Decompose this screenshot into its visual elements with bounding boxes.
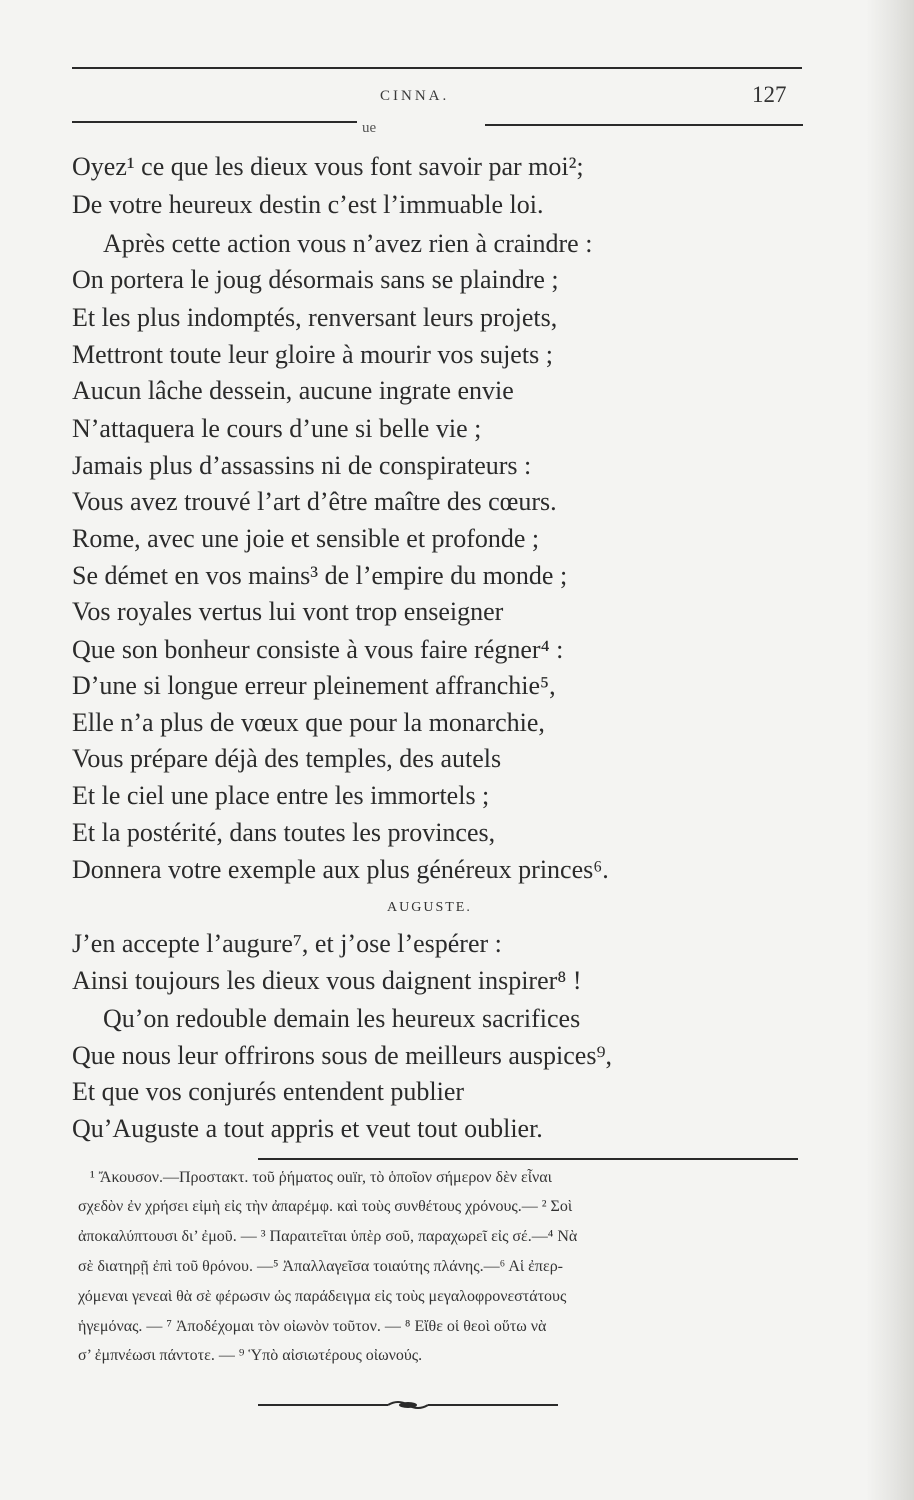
verse-line: Qu’Auguste a tout appris et veut tout oublier. bbox=[72, 1114, 543, 1143]
bleed-through-text: ue bbox=[362, 120, 377, 136]
verse-line: Vous avez trouvé l’art d’être maître des cœurs. bbox=[72, 487, 557, 516]
footnote-line: ἀποκαλύπτουσι δι’ ἐμοῦ. — ³ Παραιτεῖται ὑπὲρ σοῦ, παραχωρεῖ εἰς σέ.—⁴ Νὰ bbox=[78, 1228, 578, 1245]
header-rule-left bbox=[72, 121, 357, 123]
header-rule-right bbox=[485, 124, 803, 126]
verse-line: Qu’on redouble demain les heureux sacrifices bbox=[103, 1004, 581, 1033]
verse-line: Ainsi toujours les dieux vous daignent inspirer⁸ ! bbox=[72, 966, 582, 995]
footnote-line: σ’ ἐμπνέωσι πάντοτε. — ⁹ Ὑπὸ αἰσιωτέρους οἰωνούς. bbox=[78, 1347, 423, 1364]
footnote-line: χόμεναι γενεαὶ θὰ σὲ φέρωσιν ὡς παράδειγμα εἰς τοὺς μεγαλοφρονεστάτους bbox=[78, 1288, 567, 1305]
verse-line: Jamais plus d’assassins ni de conspirateurs : bbox=[72, 451, 532, 480]
verse-line: Et la postérité, dans toutes les provinces, bbox=[72, 818, 496, 847]
footnote-line: ἡγεμόνας. — ⁷ Ἀποδέχομαι τὸν οἰωνὸν τοῦτον. — ⁸ Εἴθε οἱ θεοὶ οὕτω νὰ bbox=[78, 1318, 547, 1335]
verse-line: J’en accepte l’augure⁷, et j’ose l’espérer : bbox=[72, 929, 502, 958]
verse-line: Se démet en vos mains³ de l’empire du monde ; bbox=[72, 561, 568, 590]
verse-line: Et que vos conjurés entendent publier bbox=[72, 1077, 465, 1106]
verse-line: Que son bonheur consiste à vous faire régner⁴ : bbox=[72, 635, 564, 664]
verse-line: Et le ciel une place entre les immortels ; bbox=[72, 781, 490, 810]
verse-line: Que nous leur offrirons sous de meilleurs auspices⁹, bbox=[72, 1041, 613, 1070]
footnote-line: ¹ Ἄκουσον.—Προστακτ. τοῦ ῥήματος ouïr, τὸ ὁποῖον σήμερον δὲν εἶναι bbox=[90, 1169, 552, 1186]
verse-line: Vous prépare déjà des temples, des autels bbox=[72, 744, 502, 773]
verse-line: Donnera votre exemple aux plus généreux princes⁶. bbox=[72, 855, 609, 884]
verse-line: N’attaquera le cours d’une si belle vie ; bbox=[72, 414, 482, 443]
footnote-line: σχεδὸν ἐν χρήσει εἰμὴ εἰς τὴν ἀπαρέμφ. καὶ τοὺς συνθέτους χρόνους.— ² Σοὶ bbox=[78, 1198, 573, 1215]
page-number: 127 bbox=[752, 82, 787, 107]
verse-line: De votre heureux destin c’est l’immuable loi. bbox=[72, 190, 544, 219]
running-title: CINNA. bbox=[380, 88, 450, 104]
verse-line: Elle n’a plus de vœux que pour la monarchie, bbox=[72, 708, 545, 737]
verse-line: On portera le joug désormais sans se plaindre ; bbox=[72, 265, 559, 294]
verse-line: Rome, avec une joie et sensible et profonde ; bbox=[72, 524, 540, 553]
footnote-line: σὲ διατηρῇ ἐπὶ τοῦ θρόνου. —⁵ Ἀπαλλαγεῖσα τοιαύτης πλάνης.—⁶ Αἱ ἐπερ- bbox=[78, 1258, 564, 1275]
speaker-name: AUGUSTE. bbox=[387, 900, 472, 915]
verse-line: Vos royales vertus lui vont trop enseigner bbox=[72, 597, 504, 626]
verse-line: D’une si longue erreur pleinement affranchie⁵, bbox=[72, 671, 556, 700]
top-rule bbox=[72, 67, 802, 69]
closing-ornament bbox=[258, 1398, 558, 1412]
verse-line: Après cette action vous n’avez rien à craindre : bbox=[103, 229, 593, 258]
footnote-rule bbox=[258, 1158, 798, 1160]
verse-line: Oyez¹ ce que les dieux vous font savoir par moi²; bbox=[72, 152, 584, 181]
verse-line: Et les plus indomptés, renversant leurs projets, bbox=[72, 303, 558, 332]
verse-line: Aucun lâche dessein, aucune ingrate envie bbox=[72, 376, 514, 405]
verse-line: Mettront toute leur gloire à mourir vos sujets ; bbox=[72, 340, 553, 369]
